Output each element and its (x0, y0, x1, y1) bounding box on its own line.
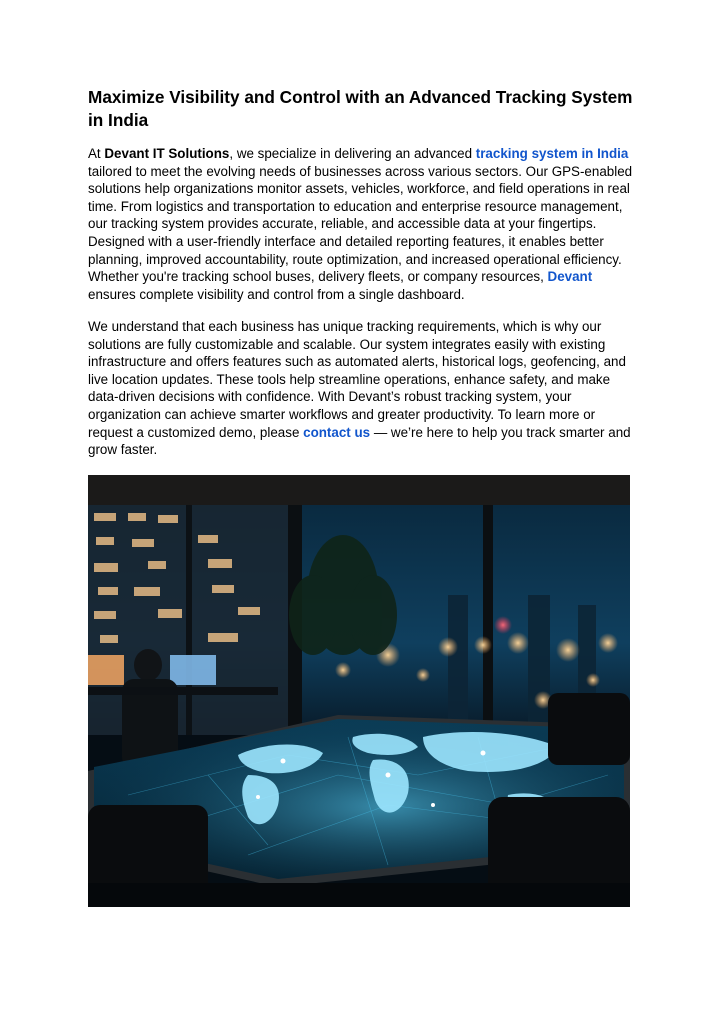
p2-text-1: We understand that each business has unique tracking requirements, which is why our solutions are fully customizable and scalable. Our system integrates easily with existing infrastructure and offers features such as automated alerts, historical logs, geofencing, and live location updates. These tools help streamline operations, enhance safety, and make data-driven decisions with confidence. With Devant’s robust tracking system, your organization can achieve smarter workflows and greater productivity. To learn more or request a customized demo, please (88, 319, 626, 440)
contact-us-link[interactable]: contact us (303, 424, 371, 440)
article-title: Maximize Visibility and Control with an Advanced Tracking System in India (88, 87, 633, 130)
company-name: Devant IT Solutions (104, 146, 230, 161)
tracking-table-photo (88, 475, 630, 907)
p1-text-3: tailored to meet the evolving needs of businesses across various sectors. Our GPS-enabled solutions help organizations monitor assets, vehicles, workforce, and field operations in real time. From logistics and transportation to education and enterprise resource management, our tracking system provides accurate, reliable, and accessible data at your fingertips. Designed with a user-friendly interface and detailed reporting features, it enables better planning, improved accountability, route optimization, and increased operational efficiency. Whether you're tracking school buses, delivery fleets, or company resources, (88, 163, 633, 285)
photo-illustration (88, 475, 630, 907)
p2-text-2: — we’re here to help you track smarter and grow faster. (88, 424, 631, 458)
p1-text-1: At (88, 146, 105, 161)
p1-text-2: , we specialize in delivering an advanced (229, 146, 476, 161)
devant-link[interactable]: Devant (543, 269, 593, 285)
p1-text-4: ensures complete visibility and control from a single dashboard. (88, 286, 465, 302)
details-paragraph (88, 318, 633, 459)
intro-paragraph (88, 145, 633, 303)
tracking-system-link[interactable]: tracking system in India (475, 146, 629, 161)
